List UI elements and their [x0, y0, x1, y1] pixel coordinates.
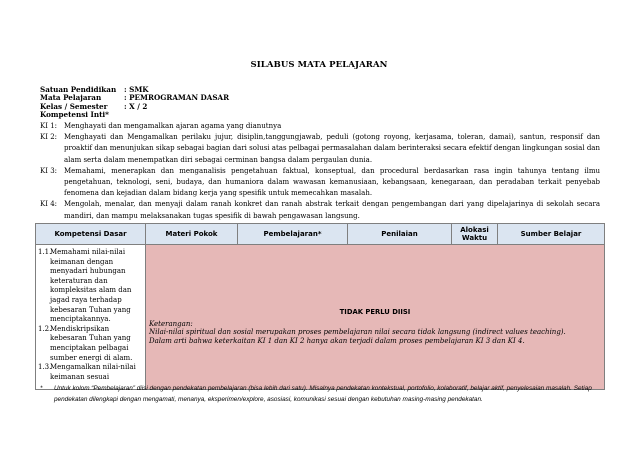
note-line: Nilai-nilai spiritual dan sosial merupakan proses pembelajaran nilai secara tidak langsung (indirect values teaching).	[149, 328, 566, 336]
kd-text: Mengamalkan nilai-nilai keimanan sesuai	[50, 363, 136, 381]
note-line: Dalam arti bahwa keterkaitan KI 1 dan KI 2 hanya akan terjadi dalam proses pembelajaran KI 3 dan KI 4.	[149, 337, 525, 345]
ki-text: Menghayati dan Mengamalkan perilaku jujur, disiplin,tanggungjawab, peduli (gotong royong, kerjasama, toleran, damai), santun, responsif dan proaktif dan menunjukan sikap sebagai bagian dari solusi atas pelbagai permasalahan dalam berinteraksi secara efektif dengan lingkungan sosial dan alam serta dalam menempatkan diri sebagai cerminan bangsa dalam pergaulan dunia.	[64, 133, 600, 164]
note-heading: Keterangan:	[149, 320, 193, 328]
ki-text: Memahami, menerapkan dan menganalisis pengetahuan faktual, konseptual, dan procedural berdasarkan rasa ingin tahunya tentang ilmu pengetahuan, teknologi, seni, budaya, dan humaniora dalam wawasan kemanusiaan, kebangsaan, kenegaraan, dan peradaban terkait penyebab fenomena dan kejadian dalam bidang kerja yang spesifik untuk memecahkan masalah.	[64, 166, 600, 198]
kd-cell	[36, 245, 146, 390]
ki-code: KI 3:	[40, 166, 58, 175]
table-row	[36, 245, 605, 390]
ki-text: Mengolah, menalar, dan menyaji dalam ranah konkret dan ranah abstrak terkait dengan pengembangan dari yang dipelajarinya di sekolah secara mandiri, dan mampu melaksanakan tugas spesifik di bawah pengawasan langsung.	[64, 200, 600, 220]
kd-item	[38, 248, 143, 325]
ki-item	[40, 199, 600, 221]
kd-item	[38, 363, 143, 382]
tidak-perlu-diisi-label: TIDAK PERLU DIISI	[339, 308, 411, 316]
ki-item	[40, 121, 600, 132]
meta-key: Kelas / Semester	[40, 101, 108, 111]
meta-key: Mata Pelajaran	[40, 93, 102, 103]
footnote-text: Untuk kolom “Pembelajaran” diisi dengan pendekatan pembelajaran (bisa lebih dari satu). Misalnya pendekatan kontekstual, portofolio, kolaboratif, belajar aktif, penyelesaian masalah. Setiap pendekatan dilengkapi dengan mengamati, menanya, eksperimen/explore, asosiasi, komunikasi sesuai dengan kebutuhan masing-masing pendekatan.	[54, 385, 592, 403]
ki-code: KI 2:	[40, 133, 58, 142]
meta-key: Kompetensi Inti*	[40, 110, 109, 120]
ki-item	[40, 132, 600, 166]
merged-pink-cell	[146, 245, 605, 390]
kd-text: Memahami nilai-nilai keimanan dengan menyadari hubungan keteraturan dan kompleksitas alam dan jagad raya terhadap kebesaran Tuhan yang menciptakannya.	[50, 248, 132, 324]
ki-code: KI 1:	[40, 122, 58, 130]
kd-number: 1.3.	[38, 363, 52, 372]
kd-text: Mendiskripsikan kebesaran Tuhan yang menciptakan pelbagai sumber energi di alam.	[50, 324, 133, 362]
kd-number: 1.1.	[38, 248, 52, 256]
kd-item	[38, 325, 143, 363]
footnote-marker: *	[40, 385, 43, 392]
footnote	[40, 383, 600, 405]
ki-item	[40, 166, 600, 200]
col-header-alokasi-waktu: Alokasi Waktu	[452, 224, 498, 245]
meta-row-ki-heading	[40, 111, 229, 119]
col-header-penilaian: Penilaian	[348, 224, 452, 245]
kompetensi-inti-list	[40, 121, 600, 222]
ki-text: Menghayati dan mengamalkan ajaran agama yang dianutnya	[64, 122, 282, 130]
table-header-row	[36, 224, 605, 245]
col-header-pembelajaran: Pembelajaran*	[238, 224, 348, 245]
col-header-kompetensi-dasar: Kompetensi Dasar	[36, 224, 146, 245]
meta-key: Satuan Pendidikan	[40, 85, 117, 94]
silabus-table	[35, 223, 605, 390]
kd-number: 1.2.	[38, 324, 52, 333]
meta-value: : X / 2	[124, 101, 148, 111]
document-title: SILABUS MATA PELAJARAN	[250, 60, 388, 70]
col-header-sumber-belajar: Sumber Belajar	[498, 224, 605, 245]
meta-value: : PEMROGRAMAN DASAR	[124, 93, 230, 103]
ki-code: KI 4:	[40, 200, 58, 209]
identity-block	[40, 86, 229, 120]
col-header-materi-pokok: Materi Pokok	[146, 224, 238, 245]
meta-value: : SMK	[124, 85, 149, 94]
